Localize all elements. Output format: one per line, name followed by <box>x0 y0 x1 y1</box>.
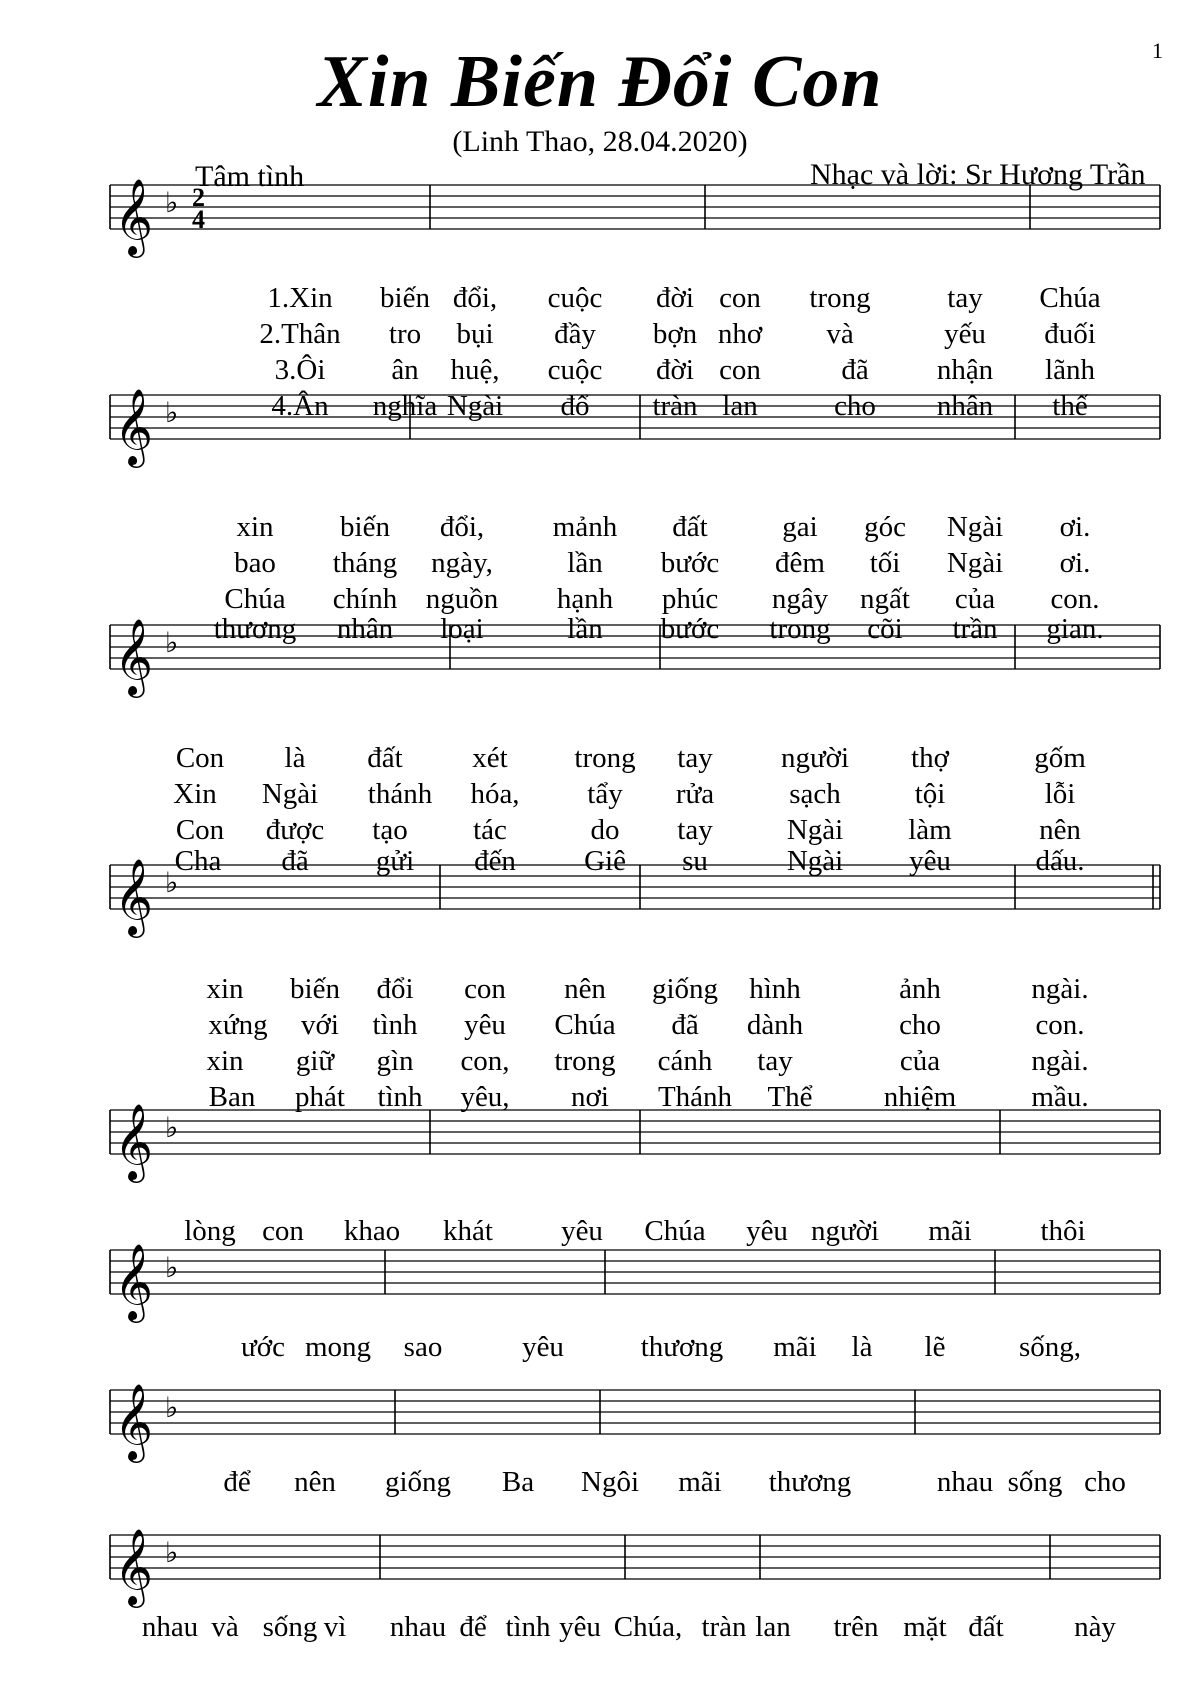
lyric-syllable: đổi, <box>439 511 485 543</box>
lyric-syllable: xin <box>206 1045 244 1077</box>
lyric-syllable: để <box>223 1466 251 1498</box>
lyric-syllable: của <box>899 1045 941 1077</box>
tempo-marking: Tâm tình <box>195 160 305 193</box>
lyric-syllable: huệ, <box>450 354 500 386</box>
lyric-syllable: con. <box>1050 583 1100 615</box>
lyric-syllable: Chúa <box>554 1009 616 1041</box>
lyric-syllable: tro <box>388 318 422 350</box>
lyric-syllable: bước <box>660 613 720 645</box>
lyric-syllable: nhau <box>389 1611 447 1643</box>
lyric-syllable: phúc <box>661 583 719 615</box>
lyric-syllable: nghĩa <box>372 390 438 422</box>
lyric-syllable: Chúa <box>224 583 286 615</box>
lyric-syllable: Thể <box>767 1081 813 1113</box>
time-signature-top: 2 <box>192 183 205 212</box>
lyric-syllable: gìn <box>376 1045 414 1077</box>
lyric-syllable: khao <box>343 1215 401 1247</box>
lyric-syllable: 4.Ân <box>271 390 329 422</box>
treble-clef-icon: 𝄞 <box>114 1383 154 1460</box>
lyric-syllable: dành <box>746 1009 804 1041</box>
treble-clef-icon: 𝄞 <box>114 1243 154 1320</box>
lyric-syllable: thế <box>1052 390 1088 422</box>
lyric-syllable: yêu <box>559 1611 601 1643</box>
treble-clef-icon: 𝄞 <box>114 388 154 465</box>
treble-clef-icon: 𝄞 <box>114 1103 154 1180</box>
lyric-syllable: yêu <box>561 1215 603 1247</box>
lyric-syllable: sạch <box>789 778 841 810</box>
lyric-syllable: con. <box>1035 1009 1085 1041</box>
lyric-syllable: là <box>284 742 306 774</box>
lyric-syllable: lỗi <box>1044 778 1076 810</box>
lyric-syllable: cánh <box>657 1045 713 1077</box>
lyric-syllable: con, <box>460 1045 510 1077</box>
lyric-syllable: gian. <box>1046 613 1104 645</box>
staff-system-5 <box>0 1085 1200 1180</box>
lyric-syllable: mặt <box>903 1611 947 1643</box>
lyric-syllable: cho <box>1084 1466 1126 1498</box>
lyric-syllable: ngài. <box>1031 1045 1089 1077</box>
lyric-syllable: ngây <box>771 583 829 615</box>
page-number: 1 <box>1152 38 1163 63</box>
lyric-syllable: người <box>780 742 850 774</box>
lyric-syllable: thương <box>768 1466 852 1498</box>
flat-sign-icon: ♭ <box>165 866 179 899</box>
lyric-syllable: con <box>719 282 761 314</box>
lyric-syllable: lòng <box>184 1215 236 1247</box>
lyric-syllable: thợ <box>911 742 949 774</box>
lyric-syllable: gốm <box>1034 742 1086 774</box>
lyric-syllable: Giê <box>584 845 626 877</box>
lyric-syllable: yếu <box>944 318 986 350</box>
lyric-syllable: tràn <box>652 390 698 422</box>
lyric-syllable: sống <box>262 1611 318 1643</box>
lyric-syllable: yêu <box>522 1331 564 1363</box>
lyric-syllable: lẽ <box>924 1331 946 1363</box>
lyric-syllable: Ngài <box>446 390 504 422</box>
lyric-syllable: nơi <box>571 1081 609 1113</box>
lyric-syllable: với <box>301 1009 339 1041</box>
lyric-syllable: gai <box>782 511 818 543</box>
lyric-syllable: dấu. <box>1035 845 1085 877</box>
lyric-syllable: tháng <box>332 547 398 579</box>
lyric-syllable: thương <box>640 1331 724 1363</box>
flat-sign-icon: ♭ <box>165 1536 179 1569</box>
lyric-syllable: Ba <box>501 1466 535 1498</box>
lyric-syllable: mảnh <box>552 511 618 543</box>
lyric-syllable: lãnh <box>1045 354 1095 386</box>
lyric-syllable: nên <box>564 973 606 1005</box>
lyric-syllable: bước <box>660 547 720 579</box>
lyric-syllable: thôi <box>1040 1215 1086 1247</box>
lyric-syllable: xin <box>206 973 244 1005</box>
lyric-syllable: và <box>826 318 854 350</box>
treble-clef-icon: 𝄞 <box>114 618 154 695</box>
lyric-syllable: tác <box>473 814 507 846</box>
lyric-syllable: Ngôi <box>581 1466 639 1498</box>
lyric-syllable: ngày, <box>431 547 493 579</box>
lyric-syllable: hình <box>749 973 801 1005</box>
lyric-syllable: Chúa, <box>613 1611 683 1643</box>
lyric-syllable: của <box>954 583 996 615</box>
lyric-syllable: cõi <box>867 613 903 645</box>
lyric-syllable: để <box>459 1611 487 1643</box>
lyric-syllable: ơi. <box>1059 511 1091 543</box>
lyric-syllable: yêu <box>464 1009 506 1041</box>
lyric-syllable: đến <box>474 845 516 877</box>
lyric-syllable: Chúa <box>644 1215 706 1247</box>
flat-sign-icon: ♭ <box>165 626 179 659</box>
lyric-syllable: lần <box>567 613 603 645</box>
lyric-syllable: mãi <box>773 1331 817 1363</box>
lyric-syllable: ngất <box>860 583 910 615</box>
lyric-syllable: sống, <box>1018 1331 1082 1363</box>
staff-system-1 <box>0 160 1200 255</box>
lyric-syllable: tràn <box>701 1611 747 1643</box>
lyric-syllable: đời <box>656 354 694 386</box>
lyric-syllable: Xin <box>173 778 217 810</box>
lyric-syllable: góc <box>864 511 906 543</box>
lyric-syllable: mãi <box>928 1215 972 1247</box>
lyric-syllable: nhau <box>141 1611 199 1643</box>
lyric-syllable: rửa <box>675 778 715 810</box>
lyric-syllable: tay <box>947 282 983 314</box>
lyric-syllable: yêu, <box>460 1081 510 1113</box>
lyric-syllable: nguồn <box>425 583 499 615</box>
lyric-syllable: Ban <box>208 1081 256 1113</box>
lyric-syllable: giữ <box>295 1045 335 1077</box>
lyric-syllable: đất <box>672 511 708 543</box>
lyric-syllable: xét <box>472 742 508 774</box>
lyric-syllable: Cha <box>174 845 222 877</box>
lyric-syllable: Con <box>175 742 225 774</box>
lyric-syllable: nhân <box>936 390 994 422</box>
lyric-syllable: mong <box>304 1331 372 1363</box>
lyric-syllable: lan <box>722 390 758 422</box>
time-signature-bottom: 4 <box>192 205 205 234</box>
lyric-syllable: hóa, <box>470 778 520 810</box>
song-subtitle: (Linh Thao, 28.04.2020) <box>452 125 748 158</box>
lyric-syllable: làm <box>908 814 952 846</box>
lyric-syllable: tẩy <box>587 778 623 810</box>
lyric-syllable: đổi, <box>452 282 498 314</box>
staff-system-6 <box>0 1225 1200 1320</box>
lyric-syllable: bợn <box>652 318 698 350</box>
lyric-syllable: đã <box>671 1009 699 1041</box>
lyric-syllable: thương <box>213 613 297 645</box>
lyric-syllable: tình <box>372 1009 418 1041</box>
lyric-syllable: hạnh <box>556 583 614 615</box>
flat-sign-icon: ♭ <box>165 396 179 429</box>
lyric-syllable: đời <box>656 282 694 314</box>
treble-clef-icon: 𝄞 <box>114 1528 154 1605</box>
lyric-syllable: su <box>682 845 708 877</box>
lyric-syllable: ngài. <box>1031 973 1089 1005</box>
staff-system-8 <box>0 1510 1200 1605</box>
lyric-syllable: tội <box>914 778 946 810</box>
staff-system-7 <box>0 1365 1200 1460</box>
lyric-syllable: cuộc <box>547 354 603 386</box>
lyric-syllable: chính <box>332 583 398 615</box>
lyric-syllable: cho <box>899 1009 941 1041</box>
treble-clef-icon: 𝄞 <box>114 178 154 255</box>
lyric-syllable: lần <box>567 547 603 579</box>
staff-system-4 <box>0 840 1200 935</box>
lyric-syllable: tình <box>505 1611 551 1643</box>
lyric-syllable: trong <box>769 613 831 645</box>
lyric-syllable: người <box>810 1215 880 1247</box>
song-title: Xin Biến Đổi Con <box>317 41 883 123</box>
lyric-syllable: cuộc <box>547 282 603 314</box>
staff-system-2 <box>0 370 1200 465</box>
lyric-syllable: thánh <box>367 778 433 810</box>
composer-credit: Nhạc và lời: Sr Hương Trần <box>810 158 1146 191</box>
flat-sign-icon: ♭ <box>165 1251 179 1284</box>
lyric-syllable: 1.Xin <box>267 282 333 314</box>
lyric-syllable: đất <box>968 1611 1004 1643</box>
lyric-syllable: đầy <box>554 318 596 350</box>
lyric-syllable: Chúa <box>1039 282 1101 314</box>
lyric-syllable: bao <box>234 547 276 579</box>
lyric-syllable: nhơ <box>717 318 763 350</box>
lyric-syllable: đã <box>841 354 869 386</box>
lyric-syllable: trong <box>554 1045 616 1077</box>
lyric-syllable: trong <box>574 742 636 774</box>
lyric-syllable: tạo <box>372 814 408 846</box>
lyric-syllable: do <box>590 814 620 846</box>
lyric-syllable: Ngài <box>786 814 844 846</box>
flat-sign-icon: ♭ <box>165 1111 179 1144</box>
lyric-syllable: tay <box>677 742 713 774</box>
lyric-syllable: ước <box>241 1331 285 1363</box>
lyric-syllable: nhiệm <box>883 1081 957 1113</box>
lyric-syllable: nhân <box>336 613 394 645</box>
lyric-syllable: gửi <box>375 845 415 877</box>
lyric-syllable: tay <box>677 814 713 846</box>
staff-system-3 <box>0 600 1200 695</box>
lyric-syllable: nhận <box>936 354 994 386</box>
lyric-syllable: ân <box>391 354 419 386</box>
lyric-syllable: 2.Thân <box>259 318 341 350</box>
lyric-syllable: sống <box>1007 1466 1063 1498</box>
lyric-syllable: 3.Ôi <box>274 354 326 386</box>
lyric-syllable: con <box>719 354 761 386</box>
treble-clef-icon: 𝄞 <box>114 858 154 935</box>
lyric-syllable: Con <box>175 814 225 846</box>
lyric-syllable: biến <box>380 282 430 314</box>
lyric-syllable: bụi <box>456 318 494 350</box>
lyric-syllable: khát <box>443 1215 493 1247</box>
lyric-syllable: và <box>211 1611 239 1643</box>
lyric-syllable: đêm <box>775 547 825 579</box>
lyric-syllable: trong <box>809 282 871 314</box>
lyric-syllable: con <box>262 1215 304 1247</box>
lyric-syllable: đổ <box>560 390 590 422</box>
lyric-syllable: mãi <box>678 1466 722 1498</box>
lyric-syllable: giống <box>651 973 719 1005</box>
lyric-syllable: là <box>851 1331 873 1363</box>
lyric-syllable: trên <box>833 1611 879 1643</box>
lyric-syllable: cho <box>834 390 876 422</box>
lyric-syllable: Ngài <box>261 778 319 810</box>
lyric-syllable: đổi <box>376 973 414 1005</box>
lyric-syllable: đã <box>281 845 309 877</box>
lyric-syllable: ảnh <box>899 973 941 1005</box>
lyric-syllable: xứng <box>208 1009 268 1041</box>
lyric-syllable: loại <box>440 613 484 645</box>
lyric-syllable: xin <box>236 511 274 543</box>
lyric-syllable: lan <box>755 1611 791 1643</box>
lyric-syllable: nhau <box>936 1466 994 1498</box>
lyric-syllable: này <box>1074 1611 1116 1643</box>
lyric-syllable: Ngài <box>946 511 1004 543</box>
lyric-syllable: Ngài <box>946 547 1004 579</box>
lyric-syllable: mầu. <box>1031 1081 1089 1113</box>
lyric-syllable: con <box>464 973 506 1005</box>
lyric-syllable: nên <box>1039 814 1081 846</box>
lyric-syllable: vì <box>323 1611 347 1643</box>
lyric-syllable: đuối <box>1044 318 1096 350</box>
lyric-syllable: tình <box>377 1081 423 1113</box>
lyric-syllable: nên <box>294 1466 336 1498</box>
flat-sign-icon: ♭ <box>165 1391 179 1424</box>
lyric-syllable: giống <box>384 1466 452 1498</box>
lyric-syllable: trần <box>952 613 998 645</box>
lyric-syllable: phát <box>295 1081 345 1113</box>
lyric-syllable: được <box>265 814 325 846</box>
flat-sign-icon: ♭ <box>165 186 179 219</box>
lyric-syllable: ơi. <box>1059 547 1091 579</box>
lyric-syllable: tay <box>757 1045 793 1077</box>
lyric-syllable: yêu <box>746 1215 788 1247</box>
lyric-syllable: Ngài <box>786 845 844 877</box>
lyric-syllable: yêu <box>909 845 951 877</box>
lyric-syllable: sao <box>403 1331 443 1363</box>
lyric-syllable: đất <box>367 742 403 774</box>
lyric-syllable: tối <box>869 547 901 579</box>
lyric-syllable: biến <box>340 511 390 543</box>
lyric-syllable: Thánh <box>657 1081 733 1113</box>
lyric-syllable: biến <box>290 973 340 1005</box>
